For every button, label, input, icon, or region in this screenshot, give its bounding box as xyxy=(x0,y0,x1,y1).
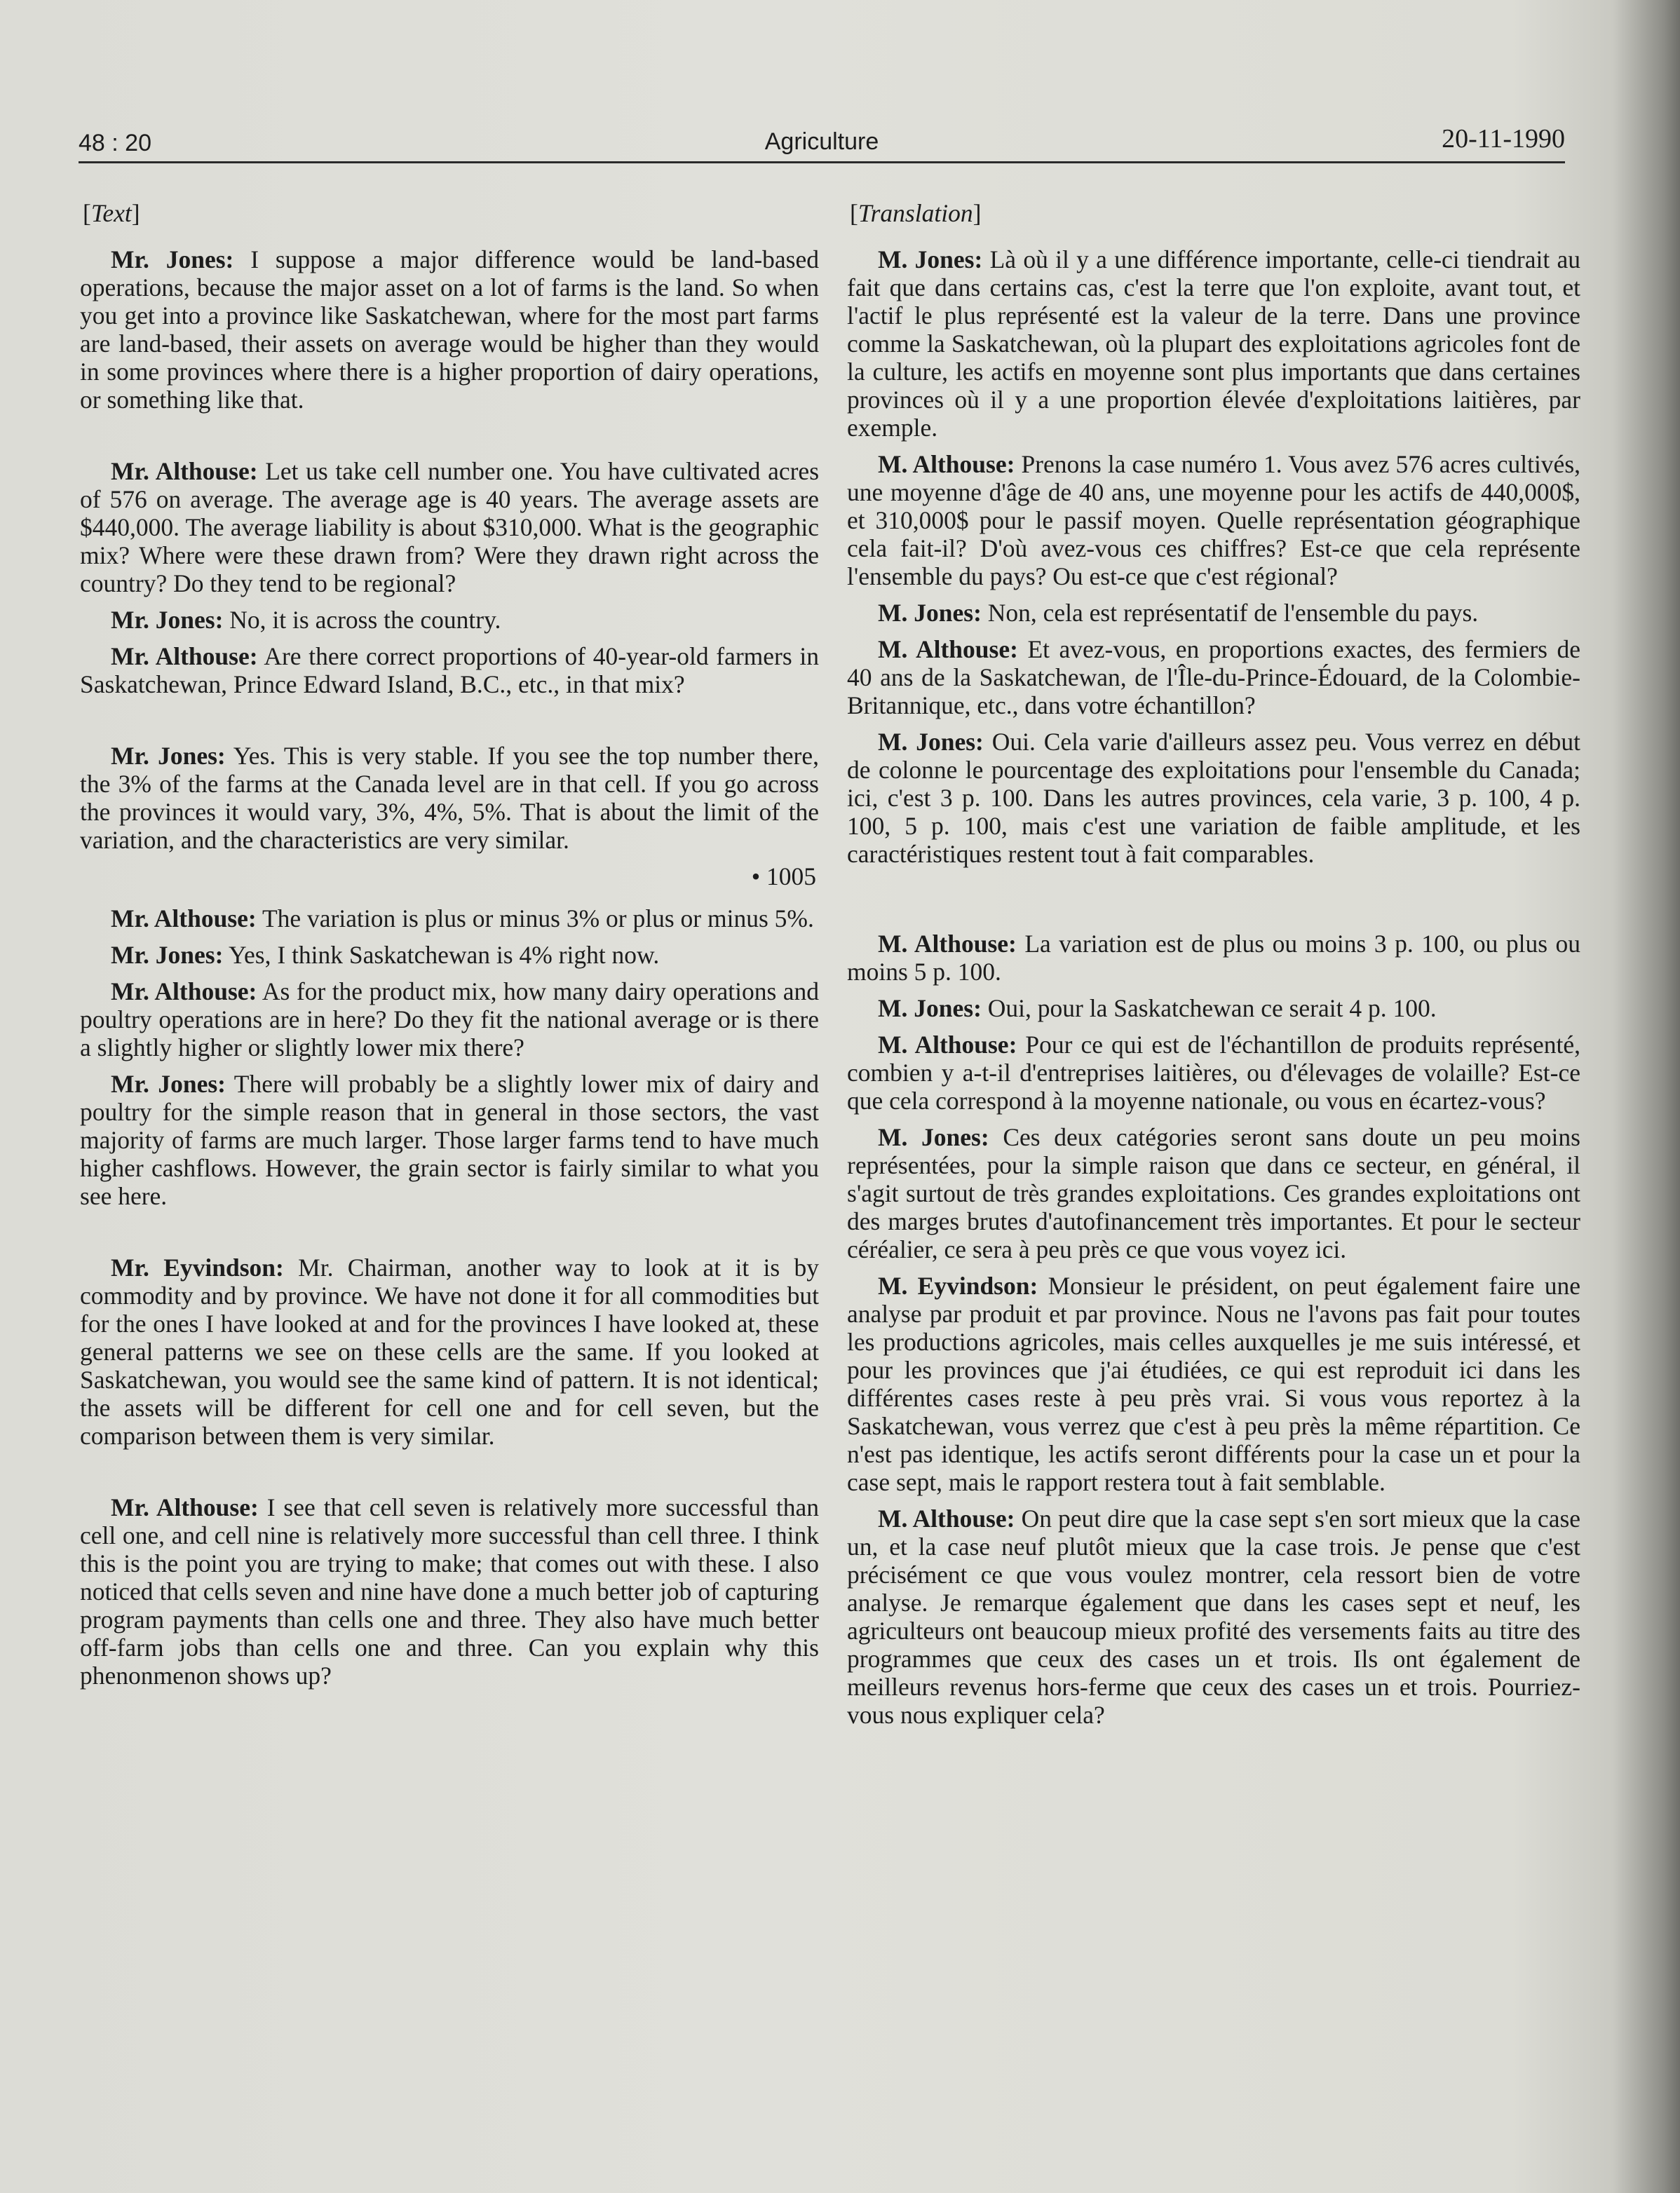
speaker-name: Mr. Althouse: xyxy=(111,977,257,1005)
paragraph xyxy=(847,245,1580,442)
paragraph xyxy=(80,904,819,932)
speaker-name: Mr. Althouse: xyxy=(111,1493,259,1521)
speech-text: Let us take cell number one. You have cultivated acres of 576 on average. The average age is 40 years. The average assets are $440,000. The average liability is about $310,000. What is the geographic mix? Where were these drawn from? Were they drawn right across the country? Do they tend to be regional? xyxy=(80,457,820,597)
speech-text: As for the product mix, how many dairy operations and poultry operations are in here? Do they fit the national average or is there a slightly higher or slightly lower mix there? xyxy=(80,977,820,1061)
speaker-name: M. Althouse: xyxy=(878,1505,1015,1533)
speaker-name: Mr. Althouse: xyxy=(111,904,257,932)
speech-text: Ces deux catégories seront sans doute un peu moins représentées, pour la simple raison que dans ce secteur, en général, il s'agit surtout de très grandes exploitations. Ces grandes exploitations ont des marges brutes d'autofinancement très importantes. Et pour le secteur céréalier, ce sera à peu près ce que vous voyez ici. xyxy=(847,1123,1580,1263)
paragraph xyxy=(847,1123,1580,1263)
speech-text: On peut dire que la case sept s'en sort mieux que la case un, et la case neuf plutôt mieux que la case trois. Je pense que c'est précisément ce que vous voulez montrer, cela ressort bien de votre analyse. Je remarque également que dans les cases sept et neuf, les agriculteurs ont beaucoup mieux profité des versements faits au titre des programmes que ceux des cases un et trois. Ils ont également de meilleurs revenus hors-ferme que ceux des cases un et trois. Pourriez-vous nous expliquer cela? xyxy=(847,1505,1581,1729)
speech-text: Et avez-vous, en proportions exactes, des fermiers de 40 ans de la Saskatchewan, de l'Île-du-Prince-Édouard, de la Colombie-Britannique, etc., dans votre échantillon? xyxy=(847,635,1581,719)
page-number: 48 : 20 xyxy=(79,130,151,156)
speaker-name: M. Eyvindson: xyxy=(878,1272,1038,1300)
paragraph xyxy=(847,635,1580,719)
paragraph xyxy=(80,742,819,854)
speech-text: No, it is across the country. xyxy=(229,606,501,634)
french-column xyxy=(847,199,1580,1737)
paragraph xyxy=(847,1031,1580,1115)
paragraph xyxy=(847,930,1580,986)
language-tag-french: [Translation] xyxy=(850,199,982,227)
paragraph xyxy=(80,606,819,634)
speech-text: Yes, I think Saskatchewan is 4% right now. xyxy=(228,941,660,969)
paragraph xyxy=(80,1254,819,1450)
speaker-name: M. Jones: xyxy=(878,245,983,273)
speaker-name: Mr. Jones: xyxy=(111,1070,226,1098)
speaker-name: M. Jones: xyxy=(878,599,982,627)
speaker-name: M. Althouse: xyxy=(878,930,1017,958)
paragraph xyxy=(80,977,819,1061)
speech-text: There will probably be a slightly lower mix of dairy and poultry for the simple reason that in general in those sectors, the vast majority of farms are much larger. Those larger farms tend to have much higher cashflows. However, the grain sector is fairly similar to what you see here. xyxy=(80,1070,820,1210)
speaker-name: M. Jones: xyxy=(878,994,982,1022)
paragraph xyxy=(80,1493,819,1690)
paragraph xyxy=(80,457,819,597)
page-date: 20-11-1990 xyxy=(1442,124,1565,154)
speech-text: Oui, pour la Saskatchewan ce serait 4 p. 100. xyxy=(987,994,1437,1022)
paragraph xyxy=(80,245,819,414)
paragraph xyxy=(80,941,819,969)
speaker-name: Mr. Jones: xyxy=(111,245,234,273)
paragraph xyxy=(847,994,1580,1022)
speech-text: Monsieur le président, on peut également faire une analyse par produit et par province. Nous ne l'avons pas fait pour toutes les productions agricoles, mais celles auxquelles je me suis intéressé, et pour les provinces que j'ai étudiées, ce qui est reproduit ici dans les différentes cases reste à peu près vrai. Si vous vous reportez à la Saskatchewan, vous verrez que c'est à peu près la même répartition. Ce n'est pas identique, les actifs seront différents pour la case un et pour la case sept, mais le rapport restera tout à fait semblable. xyxy=(847,1272,1580,1496)
speaker-name: M. Jones: xyxy=(878,1123,989,1151)
speaker-name: M. Jones: xyxy=(878,728,984,756)
speech-text: I suppose a major difference would be land-based operations, because the major asset on a lot of farms is the land. So when you get into a province like Saskatchewan, where for the most part farms are land-based, their assets on average would be higher than they would in some provinces where there is a higher proportion of dairy operations, or something like that. xyxy=(80,245,819,414)
speech-text: La variation est de plus ou moins 3 p. 100, ou plus ou moins 5 p. 100. xyxy=(847,930,1580,986)
paragraph xyxy=(80,1070,819,1210)
speech-text: Prenons la case numéro 1. Vous avez 576 acres cultivés, une moyenne d'âge de 40 ans, une moyenne pour les actifs de 440,000$, et 310,000$ pour le passif moyen. Quelle représentation géographique cela fait-il? D'où avez-vous ces chiffres? Est-ce que cela représente l'ensemble du pays? Ou est-ce que c'est régional? xyxy=(847,450,1581,590)
speech-text: The variation is plus or minus 3% or plus or minus 5%. xyxy=(262,904,814,932)
time-marker: • 1005 xyxy=(751,862,816,890)
speech-text: Pour ce qui est de l'échantillon de produits représenté, combien y a-t-il d'entreprises laitières, ou d'élevages de volaille? Est-ce que cela correspond à la moyenne nationale, ou vous en écartez-vous? xyxy=(847,1031,1580,1115)
speaker-name: Mr. Jones: xyxy=(111,742,226,770)
speech-text: Là où il y a une différence importante, celle-ci tiendrait au fait que dans certains cas, c'est la terre que l'on exploite, avant tout, et l'actif le plus représenté est la valeur de la terre. Dans une province comme la Saskatchewan, où la plupart des exploitations agricoles font de la culture, les actifs en moyenne sont plus importants que dans certaines provinces où il y a une proportion élevée d'exploitations laitières, par exemple. xyxy=(847,245,1580,442)
speech-text: Oui. Cela varie d'ailleurs assez peu. Vous verrez en début de colonne le pourcentage des exploitations pour l'ensemble du Canada; ici, c'est 3 p. 100. Dans les autres provinces, cela varie, 3 p. 100, 4 p. 100, 5 p. 100, mais c'est une variation de faible amplitude, et les caractéristiques restent tout à fait comparables. xyxy=(847,728,1580,868)
paragraph xyxy=(847,1505,1580,1729)
speech-text: Non, cela est représentatif de l'ensemble du pays. xyxy=(987,599,1479,627)
speech-text: Yes. This is very stable. If you see the top number there, the 3% of the farms at the Canada level are in that cell. If you go across the provinces it would vary, 3%, 4%, 5%. That is about the limit of the variation, and the characteristics are very similar. xyxy=(80,742,819,854)
speech-text: Are there correct proportions of 40-year-old farmers in Saskatchewan, Prince Edward Island, B.C., etc., in that mix? xyxy=(80,642,819,698)
paragraph xyxy=(847,1272,1580,1496)
speaker-name: M. Althouse: xyxy=(878,635,1018,663)
running-title: Agriculture xyxy=(764,128,879,155)
english-column xyxy=(80,199,819,1698)
speaker-name: Mr. Eyvindson: xyxy=(111,1254,284,1282)
paragraph xyxy=(80,642,819,698)
paragraph xyxy=(847,728,1580,868)
speaker-name: Mr. Jones: xyxy=(111,941,224,969)
speaker-name: M. Althouse: xyxy=(878,450,1015,478)
speaker-name: M. Althouse: xyxy=(878,1031,1017,1059)
speech-text: I see that cell seven is relatively more successful than cell one, and cell nine is relatively more successful than cell three. I think this is the point you are trying to make; that comes out with these. I also noticed that cells seven and nine have done a much better job of capturing program payments than cells one and three. They also have much better off-farm jobs than cells one and three. Can you explain why this phenonmenon shows up? xyxy=(80,1493,820,1690)
paragraph xyxy=(847,599,1580,627)
speaker-name: Mr. Althouse: xyxy=(111,457,258,485)
speaker-name: Mr. Jones: xyxy=(111,606,224,634)
page-header xyxy=(79,112,1565,163)
speaker-name: Mr. Althouse: xyxy=(111,642,258,670)
language-tag-english: [Text] xyxy=(83,199,140,227)
speech-text: Mr. Chairman, another way to look at it is by commodity and by province. We have not done it for all commodities but for the ones I have looked at and for the provinces I have looked at, these general patterns we see on these cells are the same. If you looked at Saskatchewan, you would see the same kind of pattern. It is not identical; the assets will be different for cell one and for cell seven, but the comparison between them is very similar. xyxy=(80,1254,819,1450)
paragraph xyxy=(847,450,1580,590)
